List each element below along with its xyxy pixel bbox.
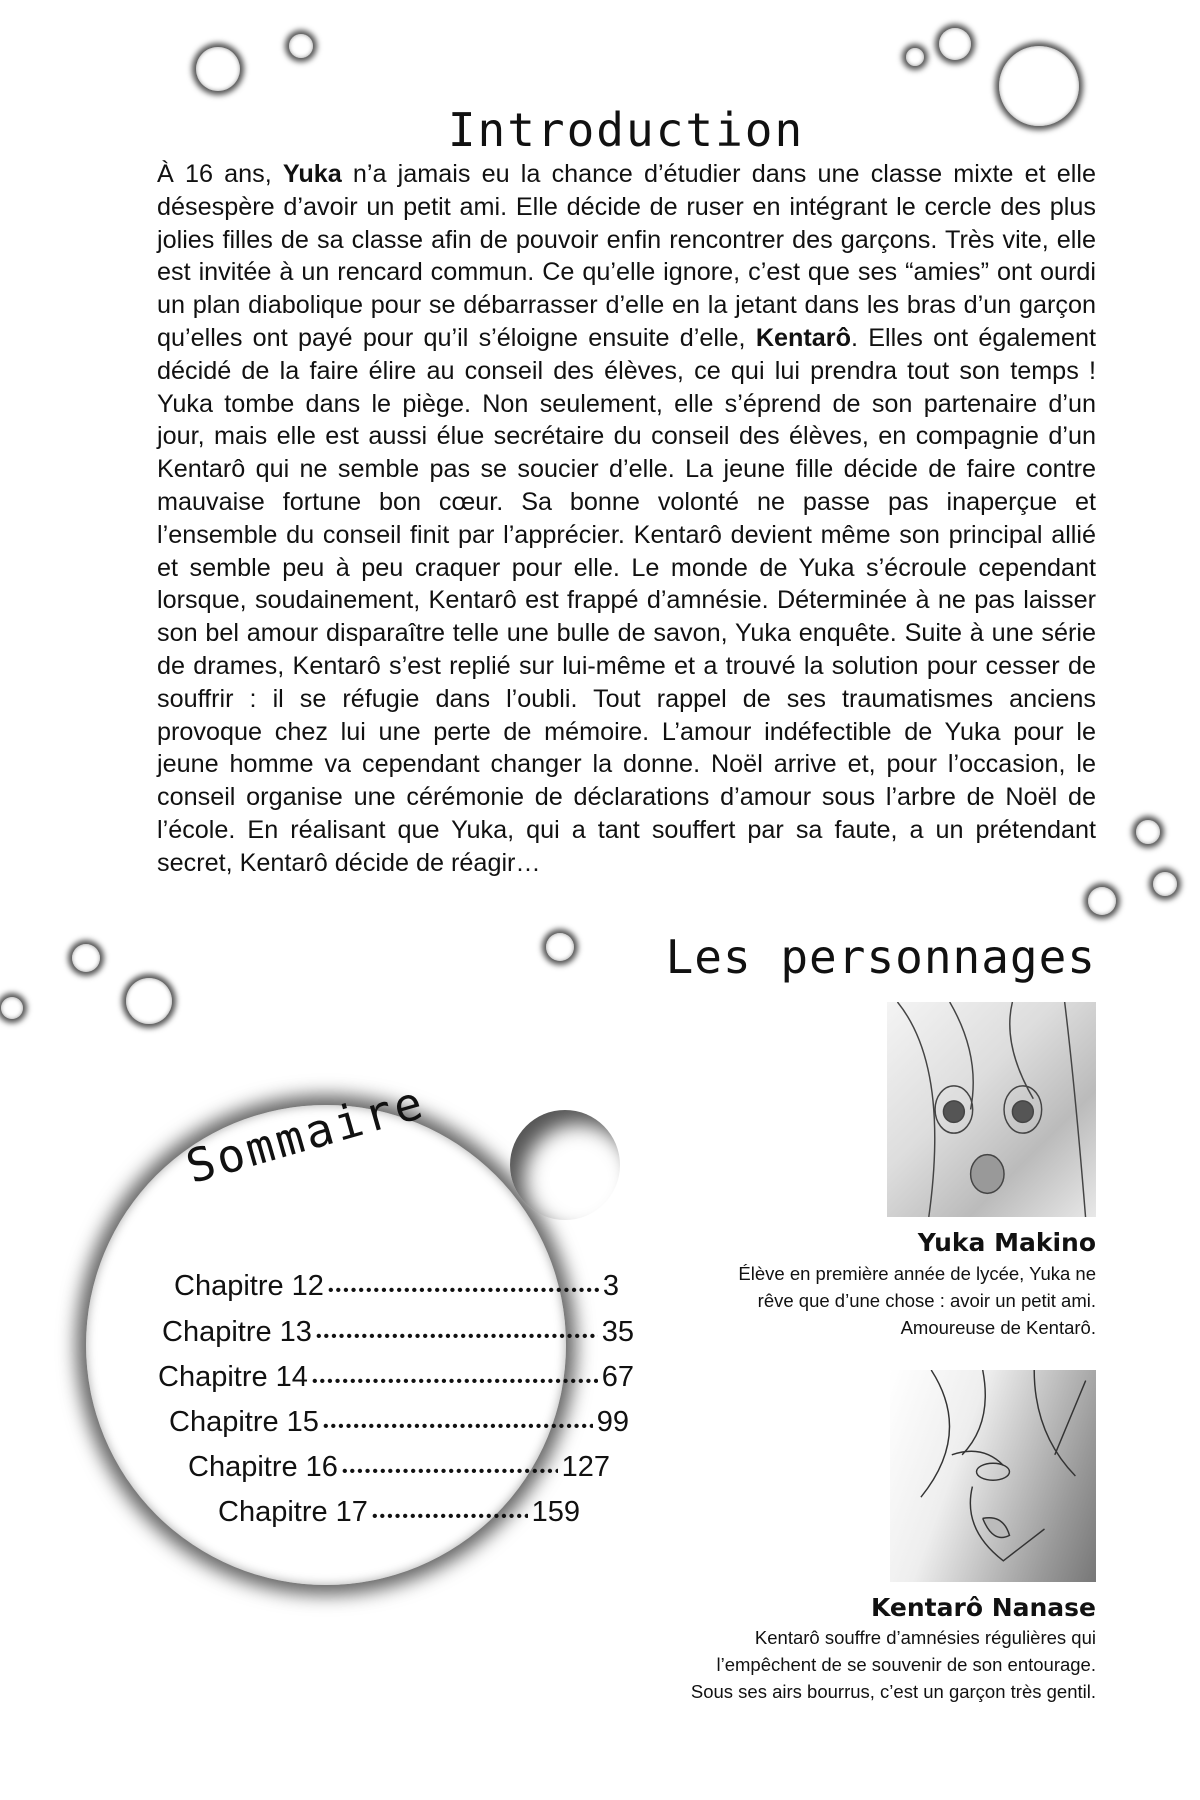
toc-page: 35 xyxy=(601,1316,634,1348)
desc-line: l’empêchent de se souvenir de son entourage. xyxy=(716,1654,1096,1675)
desc-line: rêve que d’une chose : avoir un petit ami. xyxy=(757,1290,1096,1311)
bubble-decoration xyxy=(72,944,100,972)
toc-entry[interactable] xyxy=(174,1270,619,1303)
character-description xyxy=(738,1260,1096,1341)
intro-name-yuka: Yuka xyxy=(282,160,342,188)
toc-leader xyxy=(316,1328,598,1346)
toc-entry[interactable] xyxy=(162,1316,634,1349)
characters-title: Les personnages xyxy=(665,930,1096,984)
toc-entry[interactable] xyxy=(169,1406,629,1439)
character-name: Kentarô Nanase xyxy=(870,1593,1096,1622)
intro-text: À 16 ans, xyxy=(157,160,283,188)
bubble-decoration xyxy=(1,997,23,1019)
toc-leader xyxy=(312,1373,598,1391)
intro-text: n’a jamais eu la chance d’étudier dans une classe mixte et elle désespère d’avoir un petit ami. Elle décide de ruser en intégrant le cercle des plus jolies filles de sa classe afin de pouvoir enfin rencontrer des garçons. Très vite, elle est invitée à un rencard commun. Ce qu’elle ignore, c’est que ses “amies” ont ourdi un plan diabolique pour se débarrasser d’elle en la jetant dans les bras d’un garçon qu’elles ont payé pour qu’il s’éloigne ensuite d’elle, xyxy=(157,160,1096,352)
toc-chapter: Chapitre 14 xyxy=(158,1361,308,1393)
intro-text: . Elles ont également décidé de la faire élire au conseil des élèves, ce qui lui prendra tout son temps ! Yuka tombe dans le piège. Non seulement, elle s’éprend de son partenaire d’un jour, mais elle est aussi élue secrétaire du conseil des élèves, en compagnie d’un Kentarô qui ne semble pas se soucier d’elle. La jeune fille décide de faire contre mauvaise fortune bon cœur. Sa bonne volonté ne passe pas inaperçue et l’ensemble du conseil finit par l’apprécier. Kentarô devient même son principal allié et semble peu à peu craquer pour elle. Le monde de Yuka s’écroule cependant lorsque, soudainement, Kentarô est frappé d’amnésie. Déterminée à ne pas laisser son bel amour disparaître telle une bulle de savon, Yuka enquête. Suite à une série de drames, Kentarô s’est replié sur lui-même et a trouvé la solution pour cesser de souffrir : il se réfugie dans l’oubli. Tout rappel de ses traumatismes anciens provoque chez lui une perte de mémoire. L’amour indéfectible de Yuka pour le jeune homme va cependant changer la donne. Noël arrive et, pour l’occasion, le conseil organise une cérémonie de déclarations d’amour sous l’arbre de Noël de l’école. En réalisant que Yuka, qui a tant souffert par sa faute, a un prétendant secret, Kentarô décide de réagir… xyxy=(157,323,1096,877)
toc-entry[interactable] xyxy=(188,1451,610,1484)
bubble-decoration xyxy=(126,978,172,1024)
toc-chapter: Chapitre 17 xyxy=(218,1496,368,1528)
toc-chapter: Chapitre 15 xyxy=(169,1406,319,1438)
crescent-bubble xyxy=(510,1110,620,1220)
toc-entry[interactable] xyxy=(218,1496,580,1529)
kentaro-portrait xyxy=(890,1370,1096,1582)
toc-page: 99 xyxy=(596,1406,629,1438)
bubble-decoration xyxy=(939,28,971,60)
desc-line: Kentarô souffre d’amnésies régulières qui xyxy=(754,1627,1096,1648)
toc-chapter: Chapitre 13 xyxy=(162,1316,312,1348)
character-description xyxy=(691,1624,1096,1705)
bubble-decoration xyxy=(289,34,313,58)
toc-page: 3 xyxy=(602,1270,619,1302)
toc-page: 67 xyxy=(601,1361,634,1393)
bubble-decoration xyxy=(196,47,240,91)
toc-page: 159 xyxy=(531,1496,580,1528)
character-name: Yuka Makino xyxy=(917,1228,1096,1257)
desc-line: Élève en première année de lycée, Yuka ne xyxy=(738,1263,1096,1284)
bubble-decoration xyxy=(546,933,574,961)
introduction-title: Introduction xyxy=(447,102,805,157)
table-of-contents-title: Sommaire xyxy=(180,1074,432,1194)
yuka-portrait xyxy=(887,1002,1096,1217)
desc-line: Sous ses airs bourrus, c’est un garçon très gentil. xyxy=(690,1681,1096,1702)
toc-leader xyxy=(328,1282,599,1300)
toc-page: 127 xyxy=(561,1451,610,1483)
desc-line: Amoureuse de Kentarô. xyxy=(900,1317,1096,1338)
toc-leader xyxy=(323,1418,593,1436)
toc-chapter: Chapitre 12 xyxy=(174,1270,324,1302)
intro-name-kentaro: Kentarô xyxy=(755,323,851,352)
toc-entry[interactable] xyxy=(158,1361,634,1394)
introduction-paragraph xyxy=(157,158,1096,880)
bubble-decoration xyxy=(906,48,924,66)
bubble-decoration xyxy=(1088,887,1116,915)
bubble-decoration xyxy=(1153,872,1177,896)
bubble-decoration xyxy=(1136,820,1160,844)
toc-chapter: Chapitre 16 xyxy=(188,1451,338,1483)
toc-leader xyxy=(372,1508,528,1526)
toc-leader xyxy=(342,1463,558,1481)
